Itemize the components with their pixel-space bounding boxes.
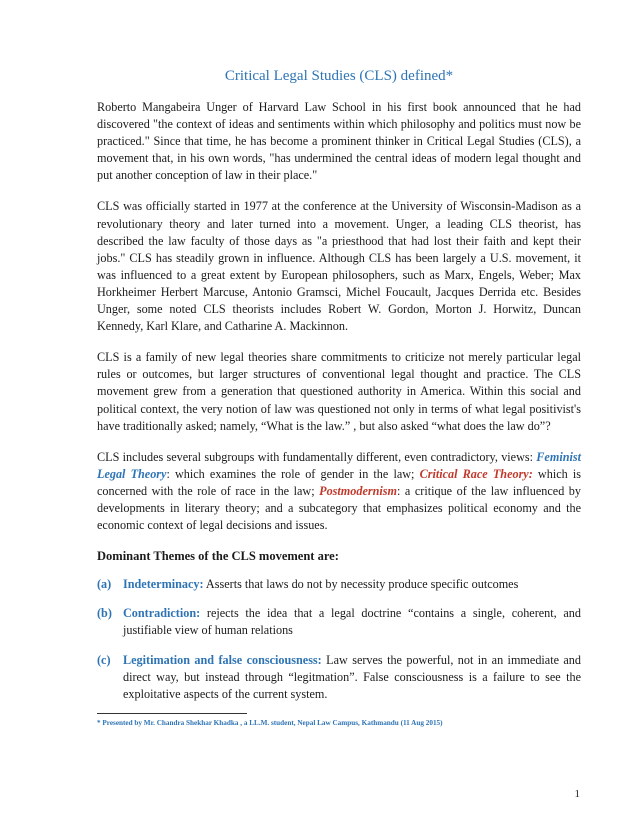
themes-heading: Dominant Themes of the CLS movement are: [97, 549, 339, 564]
theme-body [123, 576, 581, 593]
page-number: 1 [574, 788, 580, 800]
subgroups-intro: CLS includes several subgroups with fundamentally different, even contradictory, views: [97, 449, 537, 464]
theme-marker: (b) [97, 606, 112, 621]
feminist-legal-theory-text: : which examines the role of gender in the law; [166, 466, 420, 481]
theme-item-contradiction [97, 605, 581, 639]
critical-race-theory-text: which is concerned with the role of race in the law; [97, 466, 581, 498]
theme-marker: (c) [97, 652, 111, 667]
postmodernism-text: : a critique of the law influenced by developments in literary theory; and a subcategory that emphasizes political economy and the economic context of legal decisions and issues. [97, 483, 581, 533]
theme-body [123, 605, 581, 639]
theme-text: Law serves the powerful, not in an immediate and direct way, but instead through “legitmation”. False consciousness is a failure to see the exploitative aspects of the current system. [123, 652, 581, 701]
theme-text: rejects the idea that a legal doctrine “contains a single, coherent, and justifiable view of human relations [123, 606, 581, 638]
footnote-divider [97, 713, 247, 714]
theme-marker: (a) [97, 577, 112, 592]
theme-body [123, 652, 581, 703]
feminist-legal-theory-term: Feminist Legal Theory [97, 449, 581, 481]
theme-term: Contradiction: [123, 606, 201, 621]
paragraph-family: CLS is a family of new legal theories share commitments to criticize not merely particular legal rules or outcomes, but larger structures of conventional legal thought and practice. The CLS movement grew from a generation that questioned authority in America. Within this social and political context, the very notion of law was questioned not only in terms of what legal positivist's have traditionally asked; namely, “What is the law.” , but also asked “what does the law do”? [97, 350, 581, 433]
document-title: Critical Legal Studies (CLS) defined* [224, 68, 454, 84]
theme-text: Asserts that laws do not by necessity produce specific outcomes [203, 577, 519, 592]
theme-term: Legitimation and false consciousness: [123, 652, 322, 667]
theme-term: Indeterminacy: [123, 577, 204, 592]
postmodernism-term: Postmodernism [319, 483, 398, 498]
footnote: * Presented by Mr. Chandra Shekhar Khadka , a LL.M. student, Nepal Law Campus, Kathmandu (11 Aug 2015) [97, 718, 443, 727]
theme-item-indeterminacy [97, 576, 581, 593]
critical-race-theory-term: Critical Race Theory: [419, 466, 533, 481]
paragraph-subgroups [97, 449, 581, 534]
paragraph-unger: Roberto Mangabeira Unger of Harvard Law School in his first book announced that he had discovered "the context of ideas and sentiments within which philosophy and politics must now be practiced." Since that time, he has become a prominent thinker in Critical Legal Studies (CLS), a movement that, in his own words, "has undermined the central ideas of modern legal thought and put another conception of law in their place." [97, 100, 581, 183]
theme-item-legitimation [97, 652, 581, 703]
paragraph-history: CLS was officially started in 1977 at the conference at the University of Wisconsin-Madison as a revolutionary theory and later turned into a movement. Unger, a leading CLS theorist, has described the law faculty of those days as "a priesthood that had lost their faith and kept their jobs." CLS has steadily grown in influence. Although CLS has been largely a U.S. movement, it was influenced to a great extent by European philosophers, such as Marx, Engels, Weber; Max Horkheimer Herbert Marcuse, Antonio Gramsci, Michel Foucault, Jacques Derrida etc. Besides Unger, some noted CLS theorists includes Robert W. Gordon, Morton J. Horwitz, Duncan Kennedy, Karl Klare, and Catharine A. Mackinnon. [97, 199, 581, 334]
